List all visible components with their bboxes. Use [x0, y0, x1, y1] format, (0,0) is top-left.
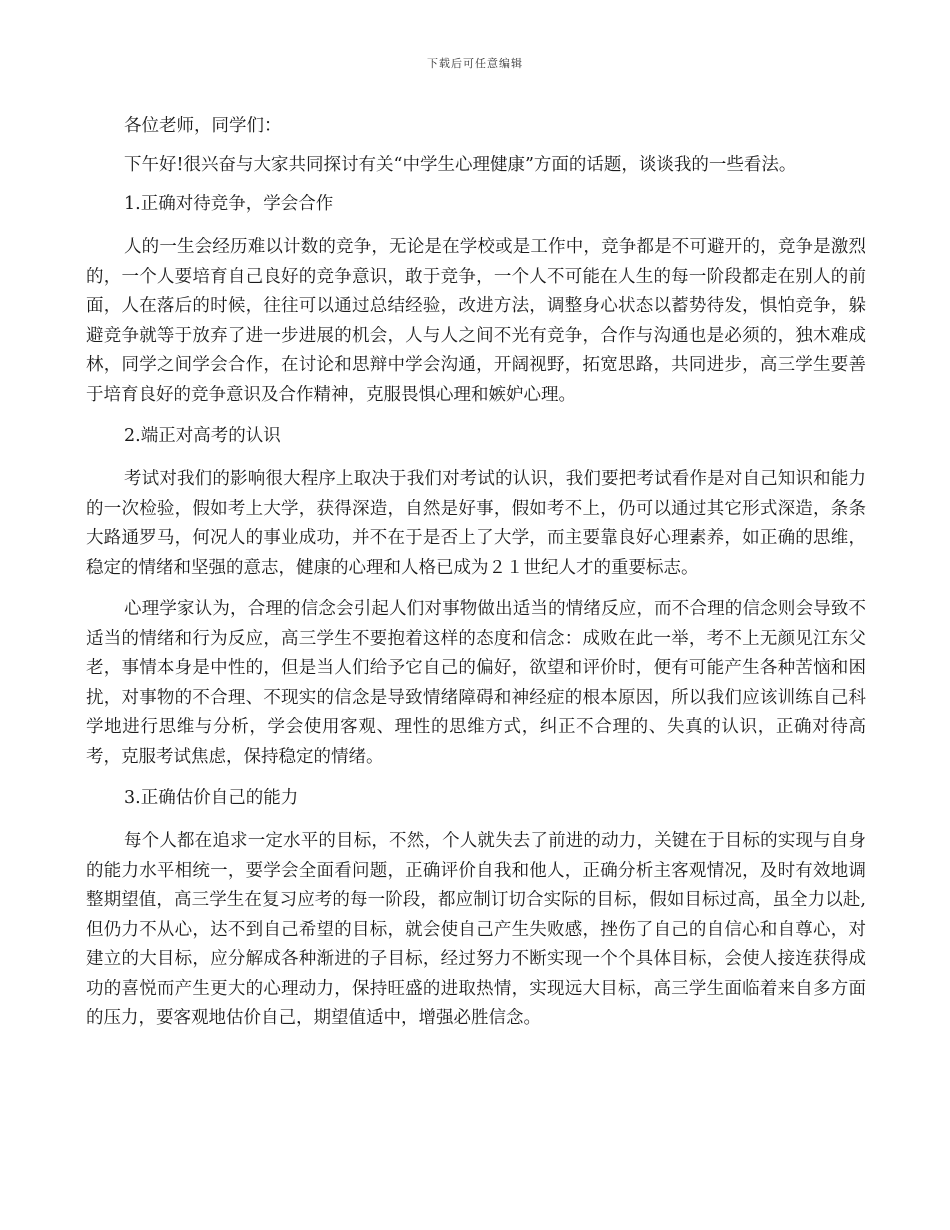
section-heading: 1.正确对待竞争，学会合作: [124, 194, 334, 214]
section-heading: 3.正确估价自己的能力: [124, 788, 299, 808]
section-paragraph: 考试对我们的影响很大程序上取决于我们对考试的认识，我们要把考试看作是对自己知识和能力的一次检验，假如考上大学，获得深造，自然是好事，假如考不上，仍可以通过其它形式深造，条条大路通罗马，何况人的事业成功，并不在于是否上了大学，而主要靠良好心理素养，如正确的思维，稳定的情绪和坚强的意志，健康的心理和人格已成为２１世纪人才的重要标志。: [86, 469, 866, 578]
opening-line: 下午好!很兴奋与大家共同探讨有关“中学生心理健康”方面的话题，谈谈我的一些看法。: [124, 155, 797, 175]
section-paragraph: 心理学家认为，合理的信念会引起人们对事物做出适当的情绪反应，而不合理的信念则会导致不适当的情绪和行为反应，高三学生不要抱着这样的态度和信念：成败在此一举，考不上无颜见江东父老，事情本身是中性的，但是当人们给予它自己的偏好，欲望和评价时，便有可能产生各种苦恼和困扰，对事物的不合理、不现实的信念是导致情绪障碍和神经症的根本原因，所以我们应该训练自己科学地进行思维与分析，学会使用客观、理性的思维方式，纠正不合理的、失真的认识，正确对待高考，克服考试焦虑，保持稳定的情绪。: [86, 599, 866, 767]
page-header: 下载后可任意编辑: [427, 57, 523, 70]
section-paragraph: 人的一生会经历难以计数的竞争，无论是在学校或是工作中，竞争都是不可避开的，竞争是激烈的，一个人要培育自己良好的竞争意识，敢于竞争，一个人不可能在人生的每一阶段都走在别人的前面，人在落后的时候，往往可以通过总结经验，改进方法，调整身心状态以蓄势待发，惧怕竞争，躲避竞争就等于放弃了进一步进展的机会，人与人之间不光有竞争，合作与沟通也是必须的，独木难成林，同学之间学会合作，在讨论和思辩中学会沟通，开阔视野，拓宽思路，共同进步，高三学生要善于培育良好的竞争意识及合作精神，克服畏惧心理和嫉妒心理。: [86, 237, 866, 405]
greeting: 各位老师，同学们：: [124, 116, 282, 136]
section-paragraph: 每个人都在追求一定水平的目标，不然，个人就失去了前进的动力，关键在于目标的实现与自身的能力水平相统一，要学会全面看问题，正确评价自我和他人，正确分析主客观情况，及时有效地调整期望值，高三学生在复习应考的每一阶段，都应制订切合实际的目标，假如目标过高，虽全力以赴,但仍力不从心，达不到自己希望的目标，就会使自己产生失败感，挫伤了自己的自信心和自尊心，对建立的大目标，应分解成各种渐进的子目标，经过努力不断实现一个个具体目标，会使人接连获得成功的喜悦而产生更大的心理动力，保持旺盛的进取热情，实现远大目标，高三学生面临着来自多方面的压力，要客观地估价自己，期望值适中，增强必胜信念。: [86, 831, 866, 1028]
document-body: [86, 112, 866, 1034]
section-heading: 2.端正对高考的认识: [124, 426, 281, 446]
